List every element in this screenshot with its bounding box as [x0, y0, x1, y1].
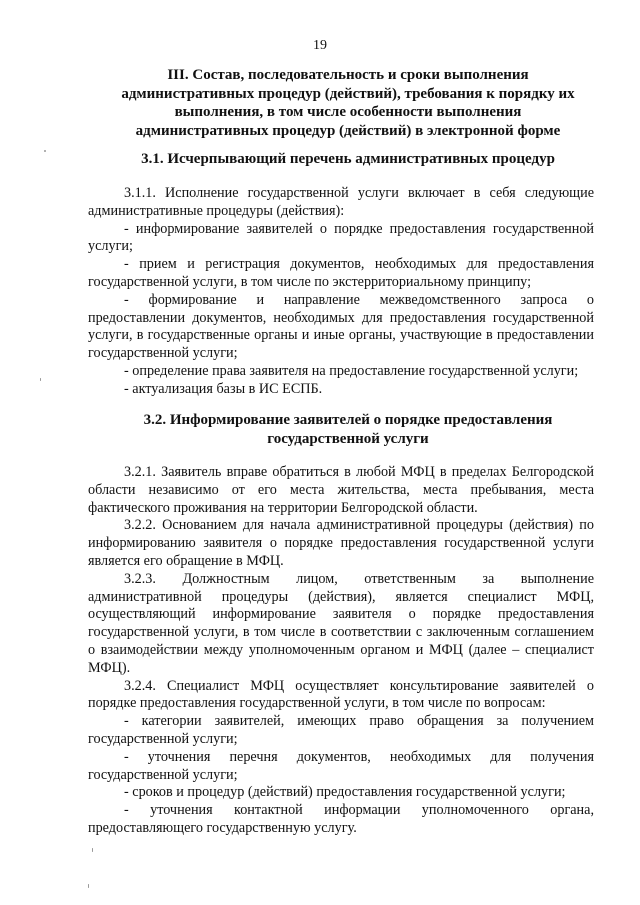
- paragraph: 3.2.4. Специалист МФЦ осуществляет консультирование заявителей о порядке предоставления государственной услуги, в том числе по вопросам:: [88, 677, 594, 712]
- paragraph: 3.2.1. Заявитель вправе обратиться в любой МФЦ в пределах Белгородской области независимо от его места жительства, места пребывания, места фактического проживания на территории Белгородской области.: [88, 464, 594, 516]
- list-item: - сроков и процедур (действий) предоставления государственной услуги;: [124, 784, 566, 801]
- list-item: - уточнения контактной информации уполномоченного органа, предоставляющего государственную услугу.: [88, 802, 594, 836]
- list-item: - актуализация базы в ИС ЕСПБ.: [124, 380, 323, 397]
- paragraph: 3.1.1. Исполнение государственной услуги включает в себя следующие административные процедуры (действия):: [88, 185, 594, 219]
- list-item: - формирование и направление межведомственного запроса о предоставлении документов, необходимых для предоставления государственной услуги, в государственные органы и иные органы, участвующие в предоставлении государственной услуги;: [88, 291, 594, 362]
- paragraph: 3.2.2. Основанием для начала административной процедуры (действия) по информированию заявителя о порядке предоставления государственной услуги является его обращение в МФЦ.: [88, 517, 594, 569]
- paragraph: 3.2.3. Должностным лицом, ответственным за выполнение административной процедуры (действия), является специалист МФЦ, осуществляющий информирование заявителя о порядке предоставления государственной услуги, в том числе в соответствии с заключенным соглашением о взаимодействии между уполномоченным органом и МФЦ (далее – специалист МФЦ).: [88, 570, 594, 676]
- list-item: - определение права заявителя на предоставление государственной услуги;: [124, 362, 579, 379]
- list-item: - уточнения перечня документов, необходимых для получения государственной услуги;: [88, 748, 594, 783]
- list-item: - категории заявителей, имеющих право обращения за получением государственной услуги;: [88, 713, 594, 747]
- subsection-3-1-body: [88, 185, 594, 399]
- scan-speck: [40, 378, 41, 381]
- list-item: - информирование заявителей о порядке предоставления государственной услуги;: [88, 220, 594, 255]
- scan-speck: [88, 884, 89, 888]
- scan-speck: [92, 848, 93, 852]
- subsection-3-1-heading: 3.1. Исчерпывающий перечень административных процедур: [141, 151, 555, 167]
- section-heading: III. Состав, последовательность и сроки выполнения административных процедур (действий), требования к порядку их выполнения, в том числе особенности выполнения административных процедур (действий) в электронной форме: [121, 67, 575, 139]
- page-number: 19: [313, 38, 327, 53]
- list-item: - прием и регистрация документов, необходимых для предоставления государственной услуги, в том числе по экстерриториальному принципу;: [88, 256, 594, 290]
- subsection-3-2-heading: 3.2. Информирование заявителей о порядке предоставления государственной услуги: [143, 412, 553, 447]
- subsection-3-2-body: [88, 464, 594, 838]
- scan-speck: [44, 150, 46, 152]
